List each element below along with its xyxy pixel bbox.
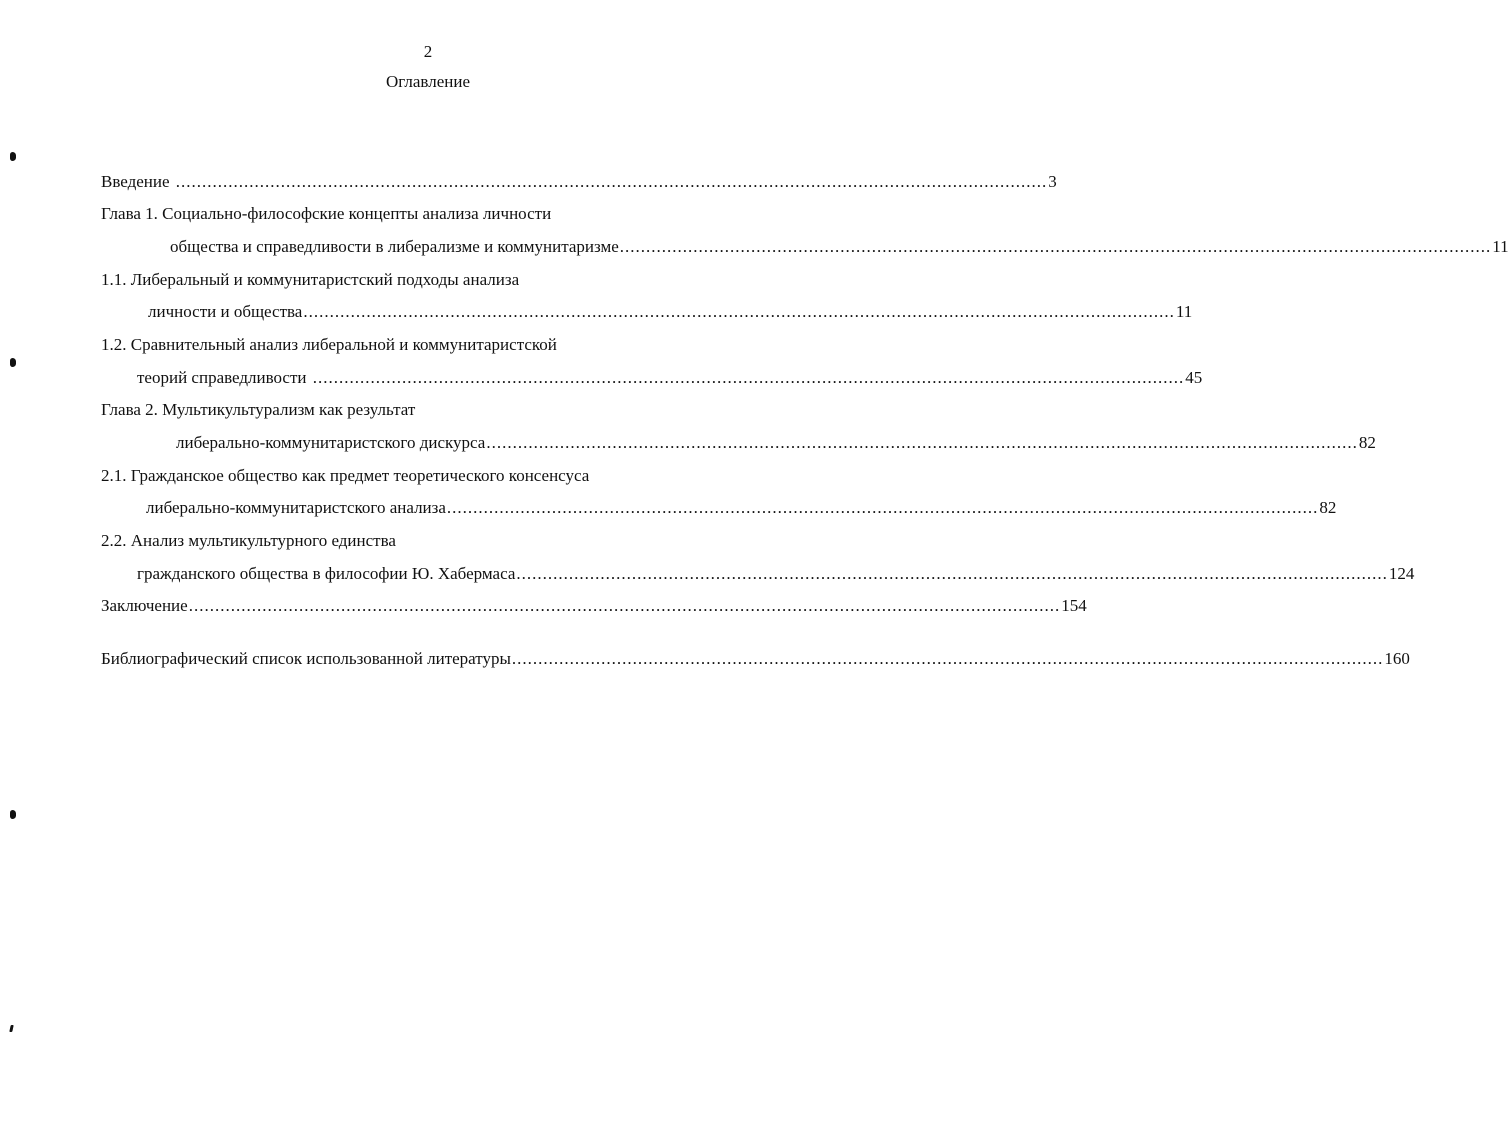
margin-mark — [10, 358, 16, 367]
toc-label: гражданского общества в философии Ю. Хабермаса — [137, 564, 516, 583]
page-number: 2 — [423, 42, 433, 61]
dot-leader: ...................................................................................................................................................................... — [307, 368, 1185, 387]
toc-entry-ch1 — [170, 236, 1509, 258]
dot-leader: ...................................................................................................................................................................... — [188, 596, 1061, 615]
toc-page-number: 11 — [1175, 302, 1193, 321]
toc-page-number: 45 — [1185, 368, 1203, 387]
toc-entry-s22 — [137, 563, 1415, 585]
dot-leader: ...................................................................................................................................................................... — [303, 302, 1175, 321]
page-title: Оглавление — [386, 72, 470, 91]
toc-page-number: 154 — [1061, 596, 1087, 615]
toc-label: Библиографический список использованной литературы — [101, 649, 511, 668]
toc-label: личности и общества — [148, 302, 303, 321]
toc-heading-s22: 2.2. Анализ мультикультурного единства — [101, 531, 396, 550]
dot-leader: ...................................................................................................................................................................... — [619, 237, 1492, 256]
toc-label: Заключение — [101, 596, 188, 615]
toc-heading-ch1: Глава 1. Социально-философские концепты анализа личности — [101, 204, 552, 223]
toc-page-number: 82 — [1319, 498, 1337, 517]
toc-page-number: 160 — [1384, 649, 1410, 668]
toc-label: Введение — [101, 172, 170, 191]
toc-entry-conclusion — [101, 595, 1087, 617]
toc-label: либерально-коммунитаристского анализа — [146, 498, 446, 517]
toc-entry-bibliography — [101, 648, 1410, 670]
toc-heading-s11: 1.1. Либеральный и коммунитаристский подходы анализа — [101, 270, 520, 289]
toc-label: либерально-коммунитаристского дискурса — [176, 433, 486, 452]
margin-mark — [10, 152, 16, 161]
toc-page-number: 124 — [1388, 564, 1415, 583]
dot-leader: ...................................................................................................................................................................... — [446, 498, 1319, 517]
dot-leader: ...................................................................................................................................................................... — [516, 564, 1388, 583]
toc-entry-intro — [101, 171, 1057, 193]
toc-heading-s12: 1.2. Сравнительный анализ либеральной и коммунитаристской — [101, 335, 557, 354]
dot-leader: ...................................................................................................................................................................... — [170, 172, 1048, 191]
margin-mark — [9, 1025, 13, 1032]
dot-leader: ...................................................................................................................................................................... — [511, 649, 1384, 668]
toc-page-number: 82 — [1358, 433, 1376, 452]
toc-entry-ch2 — [176, 432, 1376, 454]
toc-page-number: 3 — [1048, 172, 1057, 191]
toc-page-number: 11 — [1492, 237, 1509, 256]
toc-label: теорий справедливости — [137, 368, 307, 387]
toc-entry-s11 — [148, 301, 1193, 323]
toc-entry-s21 — [146, 497, 1337, 519]
toc-heading-s21: 2.1. Гражданское общество как предмет теоретического консенсуса — [101, 466, 590, 485]
toc-label: общества и справедливости в либерализме и коммунитаризме — [170, 237, 619, 256]
toc-heading-ch2: Глава 2. Мультикультурализм как результат — [101, 400, 416, 419]
margin-mark — [10, 810, 16, 819]
dot-leader: ...................................................................................................................................................................... — [486, 433, 1358, 452]
toc-entry-s12 — [137, 367, 1203, 389]
